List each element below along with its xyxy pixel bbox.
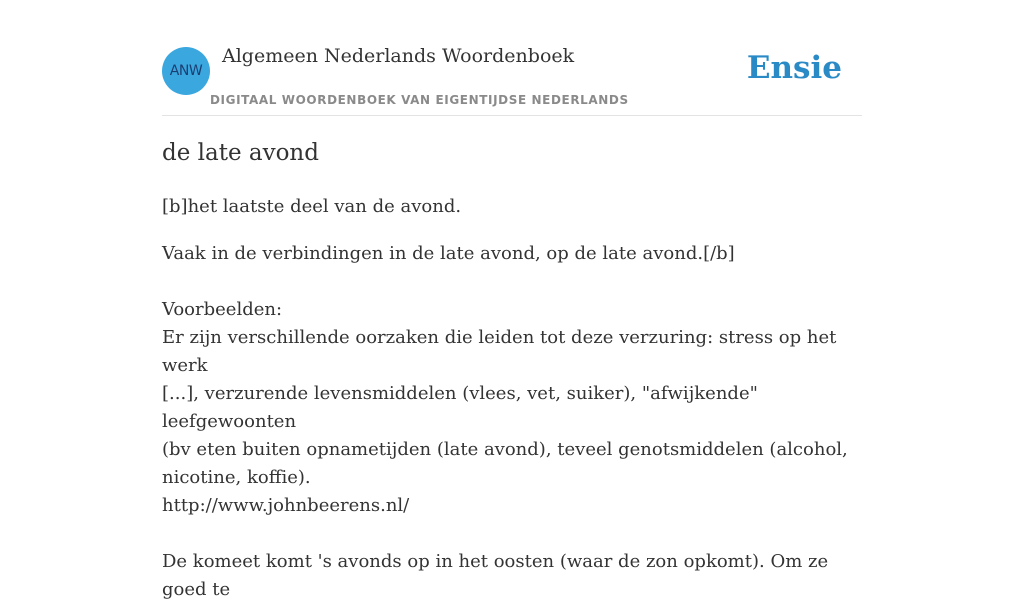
site-header [162, 0, 862, 116]
entry-definition: [b]het laatste deel van de avond. [162, 196, 462, 217]
entry-title: de late avond [162, 140, 319, 166]
example-source-link[interactable]: http://www.johnbeerens.nl/ [162, 495, 410, 516]
site-title[interactable]: Algemeen Nederlands Woordenboek [222, 45, 575, 67]
example-text: [...], verzurende levensmiddelen (vlees, vet, suiker), "afwijkende" leefgewoonten [162, 383, 758, 432]
spacer [162, 268, 862, 296]
usage-note: Vaak in de verbindingen in de late avond, op de late avond.[/b] [162, 243, 735, 264]
spacer [162, 520, 862, 548]
entry-body [162, 240, 862, 604]
anw-logo[interactable]: ANW [162, 47, 210, 95]
example-text: (bv eten buiten opnametijden (late avond), teveel genotsmiddelen (alcohol, [162, 439, 848, 460]
ensie-brand-link[interactable]: Ensie [746, 50, 842, 86]
page-container [162, 0, 862, 600]
site-subtitle: DIGITAAL WOORDENBOEK VAN EIGENTIJDSE NEDERLANDS [210, 93, 629, 107]
example-text: Er zijn verschillende oorzaken die leiden tot deze verzuring: stress op het werk [162, 327, 837, 376]
example-text: nicotine, koffie). [162, 467, 311, 488]
examples-heading: Voorbeelden: [162, 299, 283, 320]
example-text: De komeet komt 's avonds op in het oosten (waar de zon opkomt). Om ze goed te [162, 551, 829, 600]
